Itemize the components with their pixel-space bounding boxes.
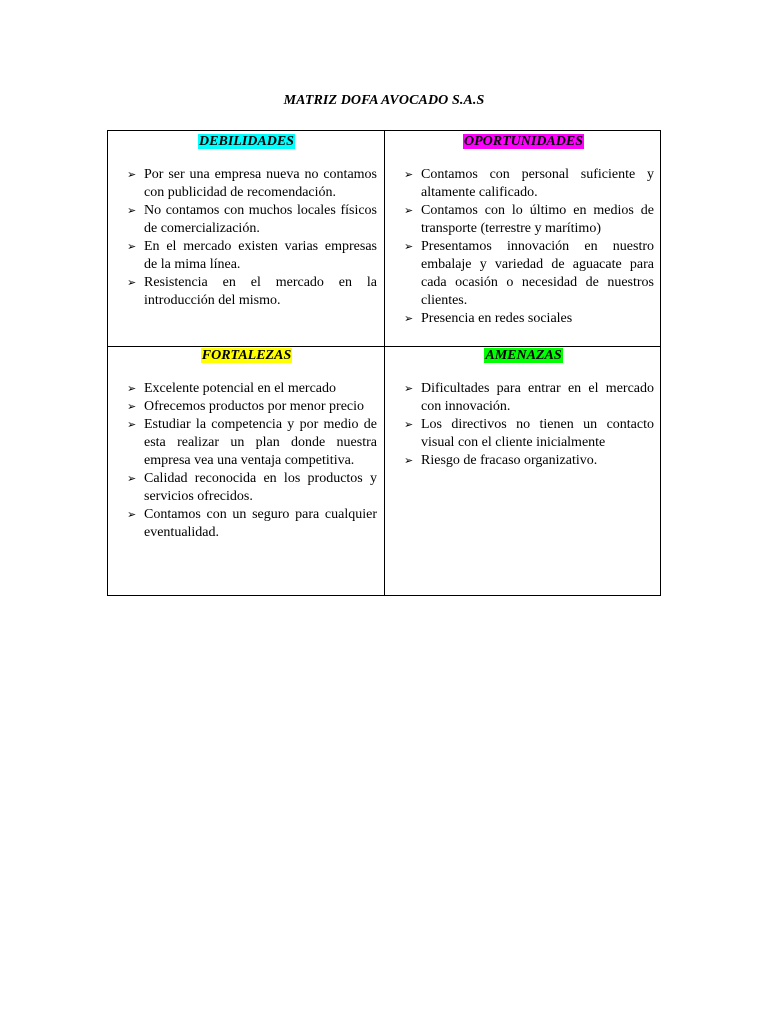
arrow-bullet-icon: ➢ [127, 382, 137, 395]
list-item [393, 202, 654, 238]
quadrant-heading [393, 133, 654, 151]
item-text: No contamos con muchos locales físicos de comercialización. [144, 203, 377, 236]
list-item [116, 398, 377, 416]
arrow-bullet-icon: ➢ [404, 312, 414, 325]
arrow-bullet-icon: ➢ [127, 204, 137, 217]
quadrant-heading [116, 347, 377, 365]
item-text: Ofrecemos productos por menor precio [144, 399, 365, 414]
item-text: Contamos con personal suficiente y altamente calificado. [421, 167, 654, 200]
arrow-bullet-icon: ➢ [127, 400, 137, 413]
item-text: Calidad reconocida en los productos y servicios ofrecidos. [144, 471, 377, 504]
arrow-bullet-icon: ➢ [404, 382, 414, 395]
quadrant-heading [393, 347, 654, 365]
list-item [116, 166, 377, 202]
list-item [393, 416, 654, 452]
arrow-bullet-icon: ➢ [404, 204, 414, 217]
heading-debilidades: DEBILIDADES [199, 134, 294, 149]
arrow-bullet-icon: ➢ [404, 454, 414, 467]
item-text: Excelente potencial en el mercado [144, 381, 337, 396]
dofa-matrix [107, 130, 661, 596]
arrow-bullet-icon: ➢ [404, 240, 414, 253]
list-item [116, 506, 377, 542]
item-text: Presentamos innovación en nuestro embalaje y variedad de aguacate para cada ocasión o necesidad de nuestros clientes. [421, 239, 654, 308]
quadrant-debilidades [108, 131, 384, 346]
arrow-bullet-icon: ➢ [127, 276, 137, 289]
quadrant-fortalezas [108, 347, 384, 595]
item-text: Dificultades para entrar en el mercado con innovación. [421, 381, 654, 414]
arrow-bullet-icon: ➢ [127, 418, 137, 431]
arrow-bullet-icon: ➢ [404, 168, 414, 181]
item-list [116, 166, 377, 310]
item-list [393, 166, 654, 328]
list-item [393, 452, 654, 470]
arrow-bullet-icon: ➢ [127, 240, 137, 253]
item-text: Los directivos no tienen un contacto visual con el cliente inicialmente [421, 417, 654, 450]
arrow-bullet-icon: ➢ [404, 418, 414, 431]
item-text: Estudiar la competencia y por medio de esta realizar un plan donde nuestra empresa vea una ventaja competitiva. [144, 417, 377, 468]
page-title: MATRIZ DOFA AVOCADO S.A.S [283, 93, 485, 108]
list-item [116, 470, 377, 506]
list-item [393, 238, 654, 310]
heading-amenazas: AMENAZAS [485, 348, 562, 363]
list-item [116, 274, 377, 310]
item-list [116, 380, 377, 542]
list-item [393, 166, 654, 202]
heading-fortalezas: FORTALEZAS [201, 348, 292, 363]
quadrant-oportunidades [385, 131, 661, 346]
item-text: Resistencia en el mercado en la introducción del mismo. [144, 275, 377, 308]
arrow-bullet-icon: ➢ [127, 472, 137, 485]
item-text: Contamos con lo último en medios de transporte (terrestre y marítimo) [421, 203, 654, 236]
arrow-bullet-icon: ➢ [127, 508, 137, 521]
list-item [393, 380, 654, 416]
heading-oportunidades: OPORTUNIDADES [463, 134, 583, 149]
quadrant-amenazas [385, 347, 661, 595]
item-text: Por ser una empresa nueva no contamos con publicidad de recomendación. [144, 167, 377, 200]
item-text: Riesgo de fracaso organizativo. [421, 453, 598, 468]
item-text: En el mercado existen varias empresas de la mima línea. [144, 239, 377, 272]
item-list [393, 380, 654, 470]
list-item [116, 202, 377, 238]
list-item [116, 380, 377, 398]
item-text: Contamos con un seguro para cualquier eventualidad. [144, 507, 377, 540]
item-text: Presencia en redes sociales [421, 311, 573, 326]
list-item [116, 416, 377, 470]
list-item [393, 310, 654, 328]
quadrant-heading [116, 133, 377, 151]
arrow-bullet-icon: ➢ [127, 168, 137, 181]
list-item [116, 238, 377, 274]
